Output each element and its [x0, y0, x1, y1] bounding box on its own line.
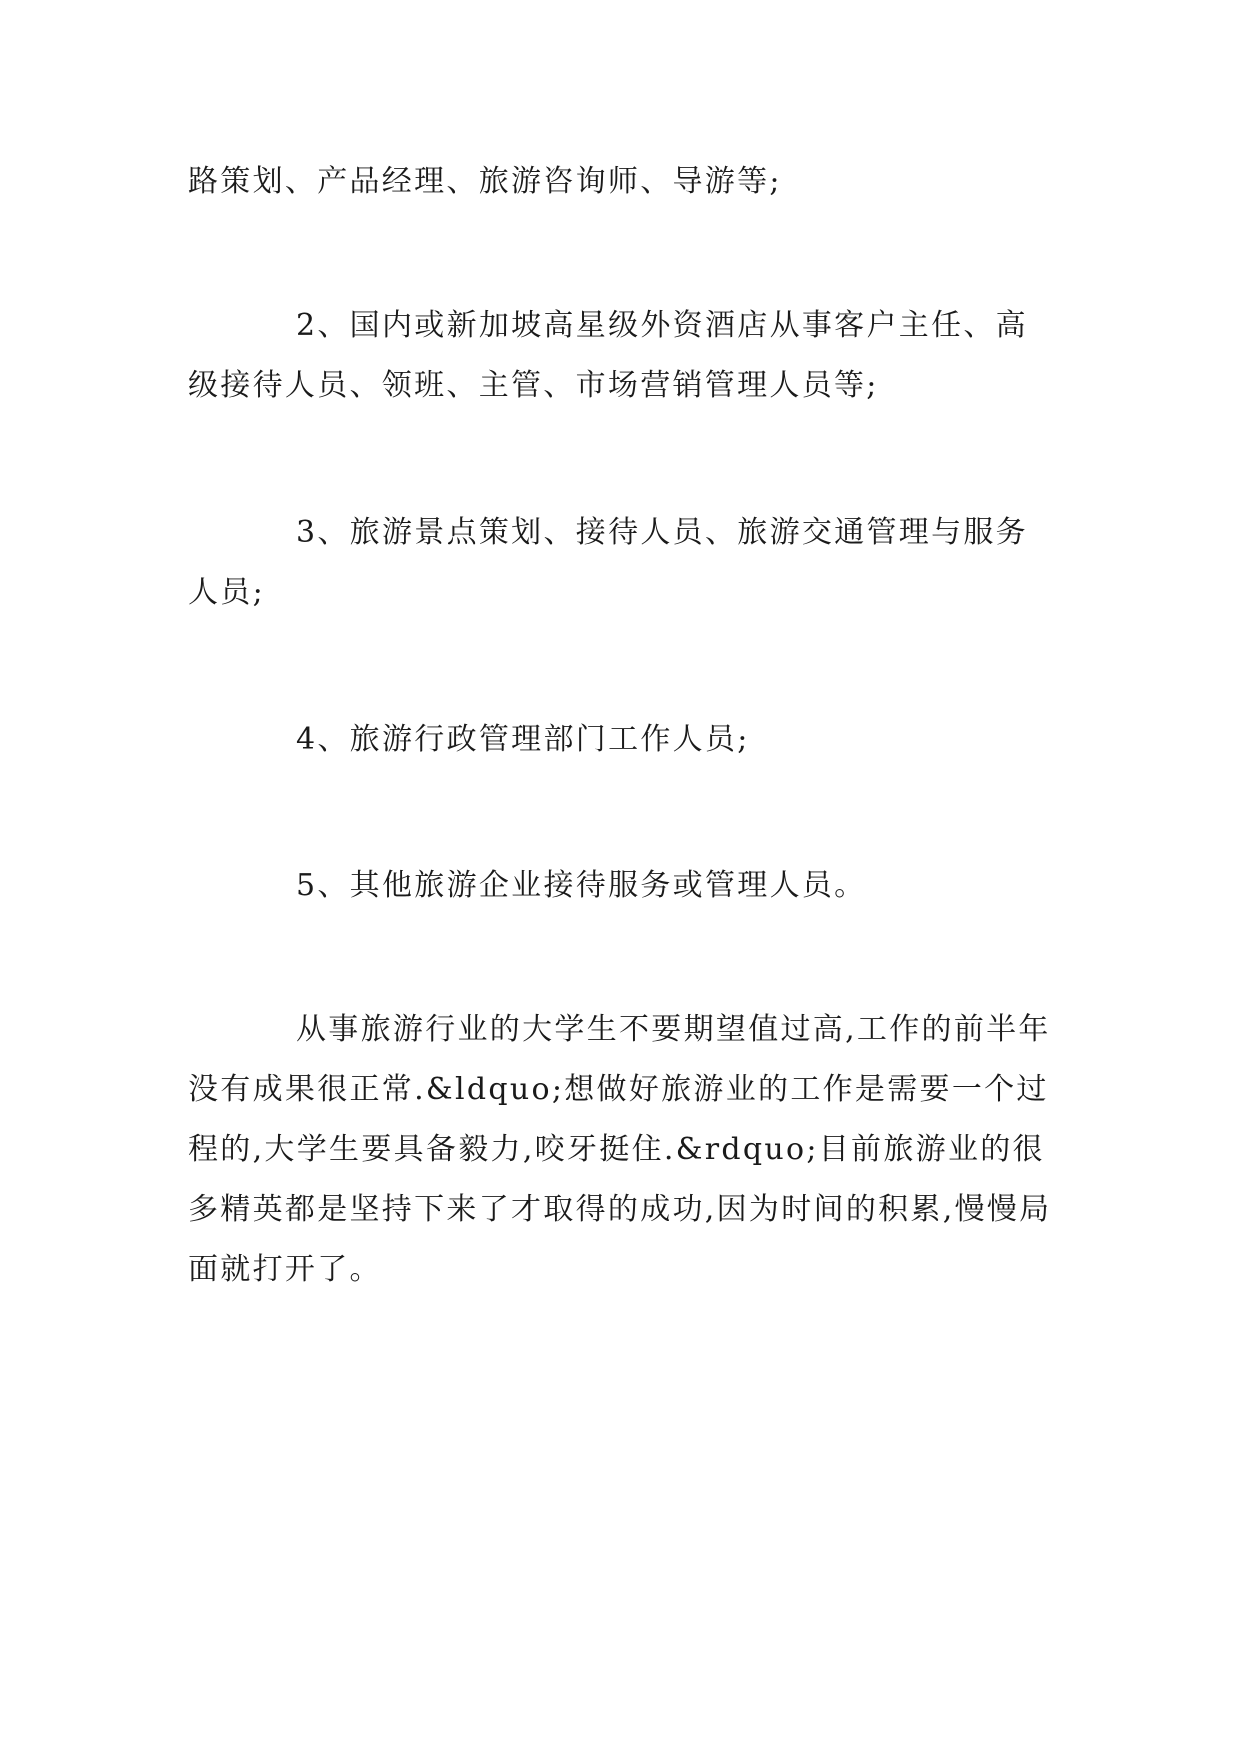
paragraph-advice: 从事旅游行业的大学生不要期望值过高,工作的前半年没有成果很正常.&ldquo;想做好旅游业的工作是需要一个过程的,大学生要具备毅力,咬牙挺住.&rdquo;目前旅游业的很多精英都是坚持下来了才取得的成功,因为时间的积累,慢慢局面就打开了。: [188, 1012, 1052, 1287]
paragraph-item-4: 4、旅游行政管理部门工作人员;: [296, 722, 750, 757]
paragraph-item-2: 2、国内或新加坡高星级外资酒店从事客户主任、高级接待人员、领班、主管、市场营销管理人员等;: [188, 308, 1028, 403]
paragraph-continuation: 路策划、产品经理、旅游咨询师、导游等;: [188, 164, 782, 199]
paragraph-item-5: 5、其他旅游企业接待服务或管理人员。: [296, 868, 867, 903]
paragraph-item-3: 3、旅游景点策划、接待人员、旅游交通管理与服务人员;: [188, 515, 1028, 610]
